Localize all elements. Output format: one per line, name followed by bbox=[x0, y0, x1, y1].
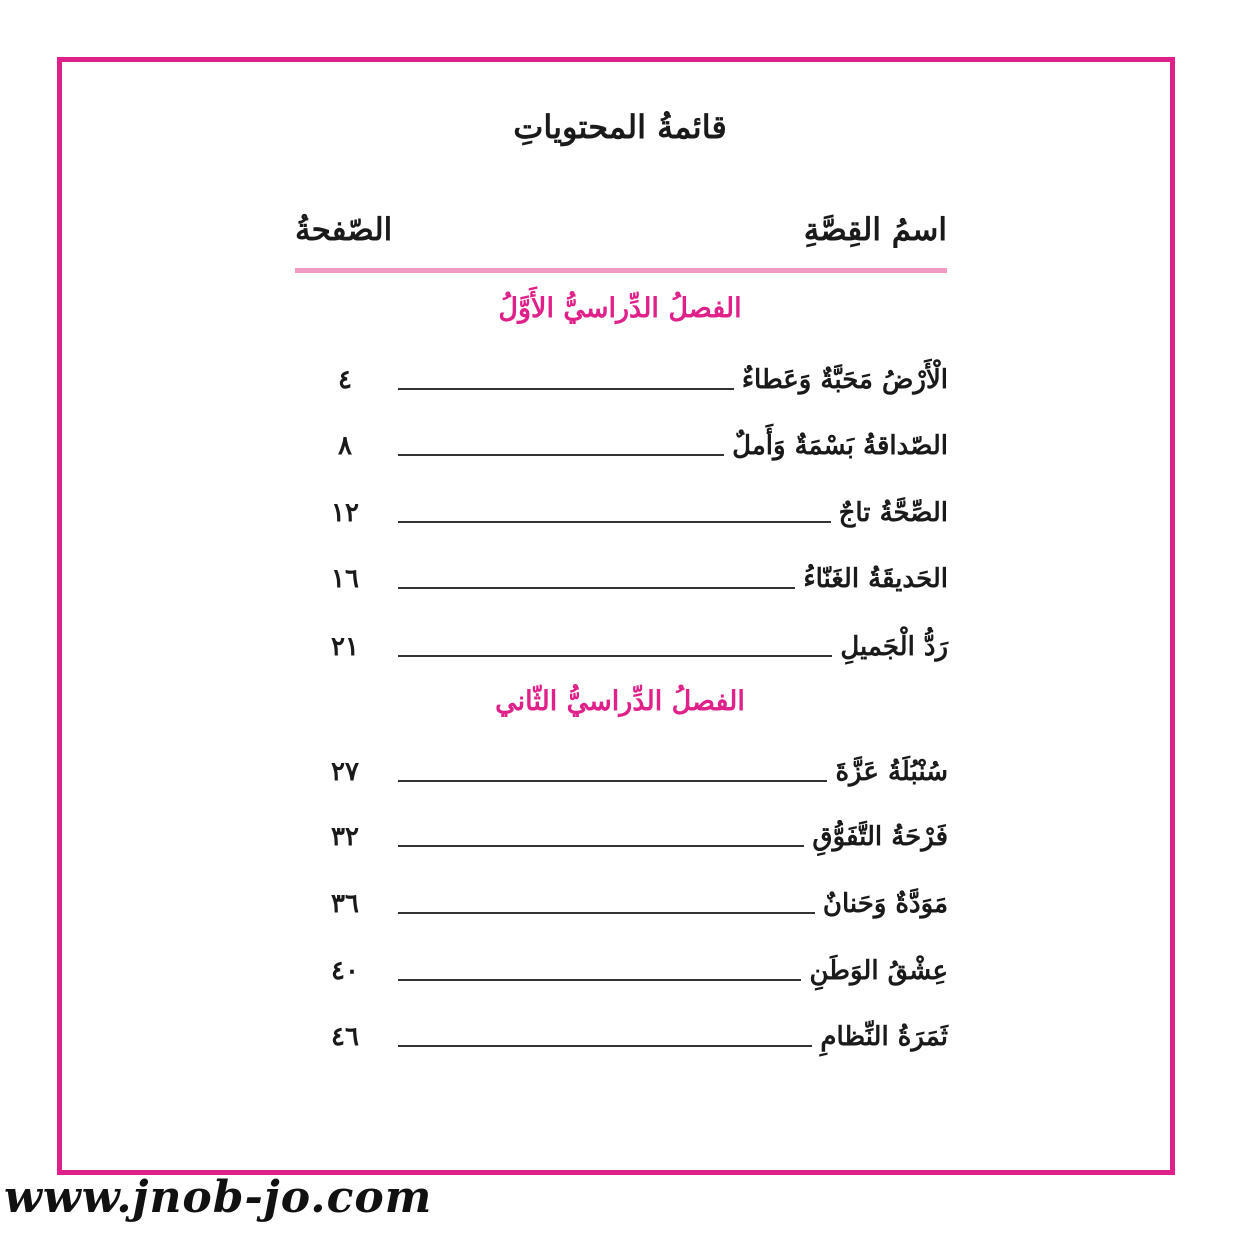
page-number: ٤ bbox=[338, 365, 352, 395]
page-number: ٣٢ bbox=[331, 822, 359, 852]
story-title: سُنْبُلَةُ عَزَّةَ bbox=[827, 754, 948, 790]
story-title: الْأَرْضُ مَحَبَّةٌ وَعَطاءٌ bbox=[734, 362, 948, 398]
header-divider bbox=[295, 268, 947, 273]
toc-entry[interactable] bbox=[320, 362, 948, 406]
page-number: ٤٠ bbox=[331, 956, 359, 986]
story-title: الصِّحَّةُ تاجٌ bbox=[831, 495, 948, 531]
toc-entry[interactable] bbox=[320, 428, 948, 472]
page-title: قائمةُ المحتوياتِ bbox=[513, 108, 727, 146]
toc-entry[interactable] bbox=[320, 1019, 948, 1063]
toc-entry[interactable] bbox=[320, 886, 948, 930]
toc-entry[interactable] bbox=[320, 754, 948, 798]
story-title: فَرْحَةُ التَّفَوُّقِ bbox=[804, 819, 948, 855]
page-number: ٢٧ bbox=[331, 757, 359, 787]
story-title: الحَديقَةُ الغَنّاءُ bbox=[795, 561, 948, 597]
page-number: ٣٦ bbox=[331, 889, 359, 919]
story-title: الصّداقةُ بَسْمَةٌ وَأَملٌ bbox=[724, 428, 948, 464]
toc-entry[interactable] bbox=[320, 495, 948, 539]
toc-entry[interactable] bbox=[320, 561, 948, 605]
page-number: ١٢ bbox=[331, 498, 359, 528]
toc-entry[interactable] bbox=[320, 819, 948, 863]
page-number: ٢١ bbox=[331, 632, 359, 662]
story-title: رَدُّ الْجَميلِ bbox=[832, 629, 948, 665]
table-header bbox=[295, 212, 947, 260]
story-column-header: اسمُ القِصَّةِ bbox=[803, 212, 947, 248]
page-number: ٤٦ bbox=[331, 1022, 359, 1052]
page-number: ١٦ bbox=[331, 564, 359, 594]
story-title: مَوَدَّةٌ وَحَنانٌ bbox=[815, 886, 948, 922]
page-number: ٨ bbox=[338, 431, 352, 461]
story-title: ثَمَرَةُ النِّظامِ bbox=[812, 1019, 948, 1055]
toc-entry[interactable] bbox=[320, 953, 948, 997]
website-watermark: www.jnob-jo.com bbox=[4, 1172, 433, 1223]
page-column-header: الصّفحةُ bbox=[295, 212, 393, 248]
toc-entry[interactable] bbox=[320, 629, 948, 673]
story-title: عِشْقُ الوَطَنِ bbox=[801, 953, 948, 989]
section-title-first-semester: الفصلُ الدِّراسيُّ الأَوَّلُ bbox=[498, 293, 742, 324]
section-title-second-semester: الفصلُ الدِّراسيُّ الثّاني bbox=[495, 686, 745, 717]
